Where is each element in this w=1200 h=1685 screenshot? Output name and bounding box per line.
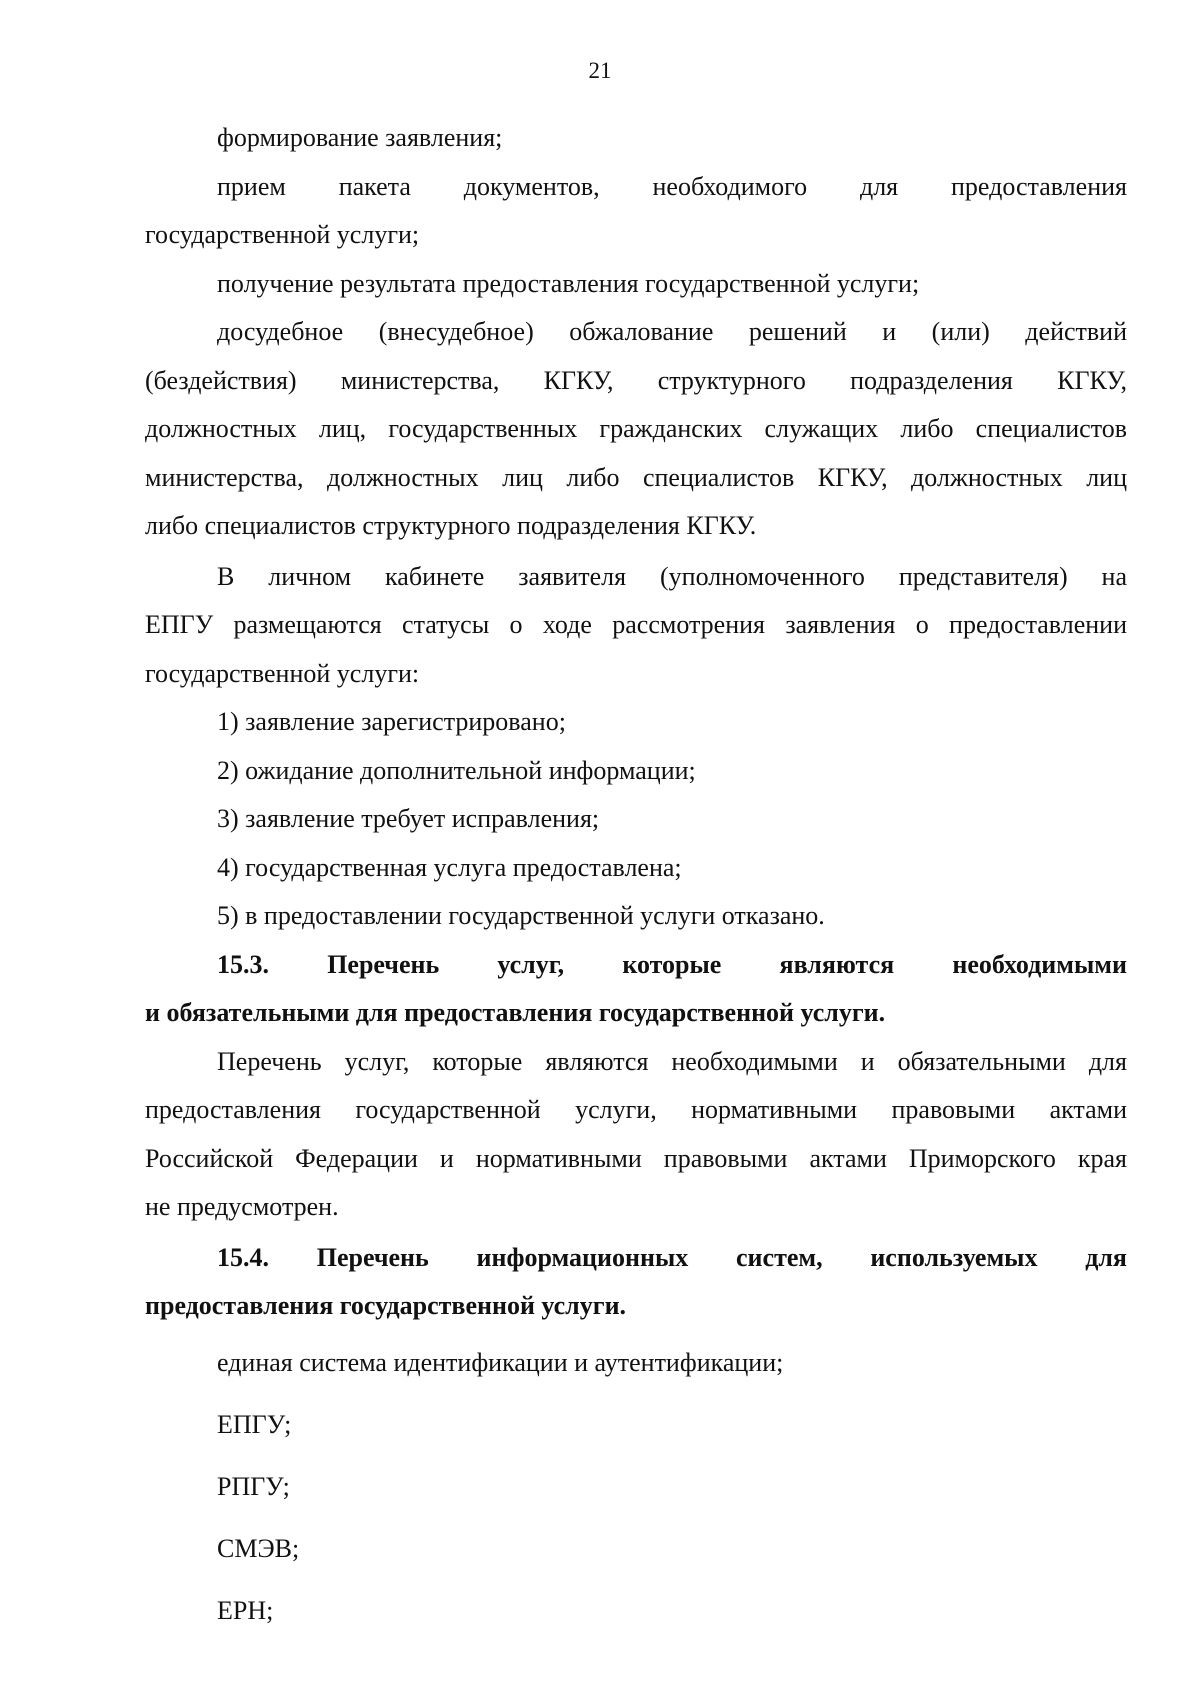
list-item: единая система идентификации и аутентификации; (217, 1347, 784, 1377)
text-line: получение результата предоставления государственной услуги; (217, 268, 920, 298)
paragraph-appeal-line1 (145, 308, 1127, 357)
document-body (145, 114, 1127, 1635)
text-line: либо специалистов структурного подразделения КГКУ. (145, 511, 757, 540)
paragraph-document-package (145, 163, 1127, 212)
list-item: 2) ожидание дополнительной информации; (217, 755, 696, 785)
list-item: 1) заявление зарегистрировано; (217, 707, 566, 736)
text-line: досудебное (внесудебное) обжалование решений и (или) действий (217, 317, 1127, 346)
text-line: Российской Федерации и нормативными правовыми актами Приморского края (145, 1143, 1127, 1173)
section-15-3-heading (145, 941, 1127, 990)
text-line: В личном кабинете заявителя (уполномоченного представителя) на (217, 561, 1127, 591)
text-line: не предусмотрен. (145, 1192, 339, 1221)
information-systems-list (145, 1339, 1127, 1635)
text-line: предоставления государственной услуги. (145, 1291, 627, 1320)
paragraph-application-forming (145, 114, 1127, 163)
list-item: 5) в предоставлении государственной услуги отказано. (217, 901, 825, 930)
text-line: и обязательными для предоставления государственной услуги. (145, 998, 886, 1027)
paragraph-document-package-cont (145, 211, 1127, 260)
page-number: 21 (588, 58, 612, 83)
text-line: 15.4. Перечень информационных систем, используемых для (217, 1242, 1127, 1272)
text-line: министерства, должностных лиц либо специалистов КГКУ, должностных лиц (145, 462, 1127, 492)
text-line: государственной услуги: (145, 658, 420, 688)
text-line: (бездействия) министерства, КГКУ, структурного подразделения КГКУ, (145, 365, 1127, 395)
paragraph-appeal-line4 (145, 454, 1127, 503)
section-15-3-heading-cont (145, 989, 1127, 1038)
text-line: государственной услуги; (145, 220, 420, 249)
list-item: 3) заявление требует исправления; (217, 804, 600, 833)
section-15-3-body-line3 (145, 1135, 1127, 1184)
list-item: РПГУ; (217, 1471, 290, 1501)
text-line: Перечень услуг, которые являются необходимыми и обязательными для (217, 1046, 1127, 1076)
paragraph-cabinet-line1 (145, 553, 1127, 602)
paragraph-appeal-line3 (145, 405, 1127, 454)
text-line: ЕПГУ размещаются статусы о ходе рассмотрения заявления о предоставлении (145, 610, 1127, 639)
text-line: должностных лиц, государственных гражданских служащих либо специалистов (145, 414, 1127, 443)
section-15-3-body-line4 (145, 1183, 1127, 1232)
text-line: прием пакета документов, необходимого для предоставления (217, 171, 1127, 201)
text-line: формирование заявления; (217, 123, 503, 152)
list-item: СМЭВ; (217, 1533, 300, 1563)
section-15-3-body-line2 (145, 1086, 1127, 1135)
list-item: 4) государственная услуга предоставлена; (217, 852, 682, 882)
list-item: ЕПГУ; (217, 1409, 292, 1439)
status-list (145, 698, 1127, 941)
section-15-4-heading (145, 1234, 1127, 1283)
section-15-3-body-line1 (145, 1038, 1127, 1087)
list-item: ЕРН; (217, 1595, 274, 1625)
paragraph-cabinet-line2 (145, 601, 1127, 650)
paragraph-cabinet-line3 (145, 650, 1127, 699)
paragraph-appeal-line5 (145, 502, 1127, 551)
paragraph-result-receipt (145, 260, 1127, 309)
section-15-4-heading-cont (145, 1282, 1127, 1331)
paragraph-appeal-line2 (145, 357, 1127, 406)
text-line: предоставления государственной услуги, нормативными правовыми актами (145, 1095, 1127, 1124)
text-line: 15.3. Перечень услуг, которые являются необходимыми (217, 949, 1127, 979)
